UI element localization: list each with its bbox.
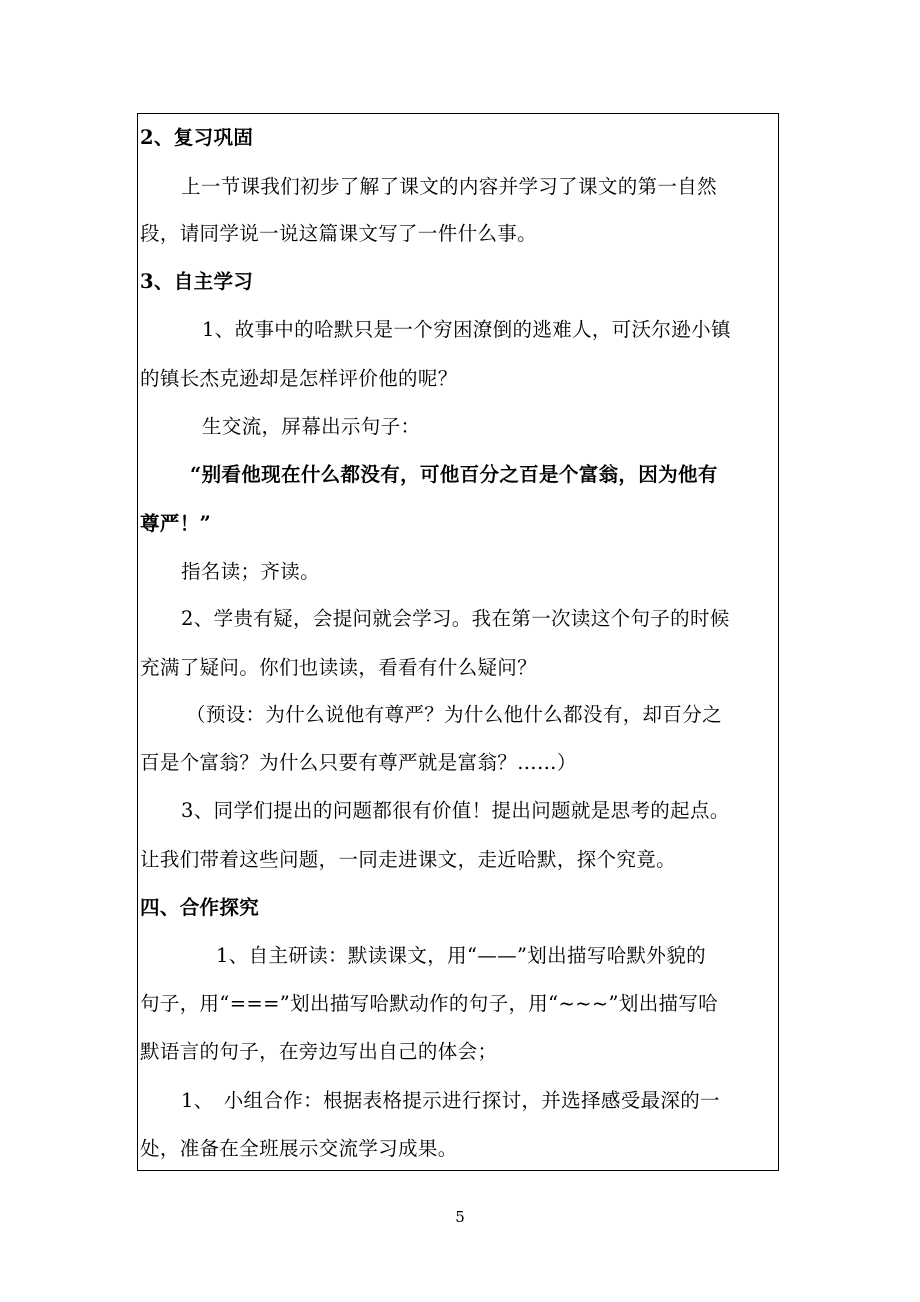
paragraph-line: 句子，用“===”划出描写哈默动作的句子，用“~~~”划出描写哈 [140, 992, 719, 1015]
paragraph-line: 的镇长杰克逊却是怎样评价他的呢？ [140, 367, 458, 390]
paragraph-line: 指名读；齐读。 [181, 560, 320, 583]
paragraph-line: 充满了疑问。你们也读读，看看有什么疑问？ [140, 656, 538, 679]
paragraph-line: 1、故事中的哈默只是一个穷困潦倒的逃难人，可沃尔逊小镇 [202, 318, 731, 341]
paragraph-line: 1、自主研读：默读课文，用“——”划出描写哈默外貌的 [216, 944, 706, 967]
heading-self-study: 3、自主学习 [140, 270, 254, 293]
paragraph-line: （预设：为什么说他有尊严？为什么他什么都没有，却百分之 [186, 703, 722, 726]
page-number: 5 [455, 1208, 465, 1226]
quoted-sentence-line: 尊严！” [140, 512, 212, 535]
heading-review: 2、复习巩固 [140, 126, 254, 149]
heading-cooperative-inquiry: 四、合作探究 [140, 896, 260, 919]
paragraph-line: 2、学贵有疑，会提问就会学习。我在第一次读这个句子的时候 [181, 607, 730, 630]
paragraph-line: 1、 小组合作：根据表格提示进行探讨，并选择感受最深的一 [181, 1089, 720, 1112]
paragraph-line: 让我们带着这些问题，一同走进课文，走近哈默，探个究竟。 [140, 848, 676, 871]
paragraph-line: 段，请同学说一说这篇课文写了一件什么事。 [140, 222, 538, 245]
paragraph-line: 百是个富翁？为什么只要有尊严就是富翁？……） [140, 751, 577, 774]
paragraph-line: 3、同学们提出的问题都很有价值！提出问题就是思考的起点。 [181, 799, 730, 822]
paragraph-line: 默语言的句子，在旁边写出自己的体会； [140, 1040, 498, 1063]
paragraph-line: 处，准备在全班展示交流学习成果。 [140, 1137, 458, 1160]
quoted-sentence-line: “别看他现在什么都没有，可他百分之百是个富翁，因为他有 [190, 463, 718, 486]
paragraph-line: 生交流，屏幕出示句子： [202, 415, 421, 438]
paragraph-line: 上一节课我们初步了解了课文的内容并学习了课文的第一自然 [181, 175, 717, 198]
